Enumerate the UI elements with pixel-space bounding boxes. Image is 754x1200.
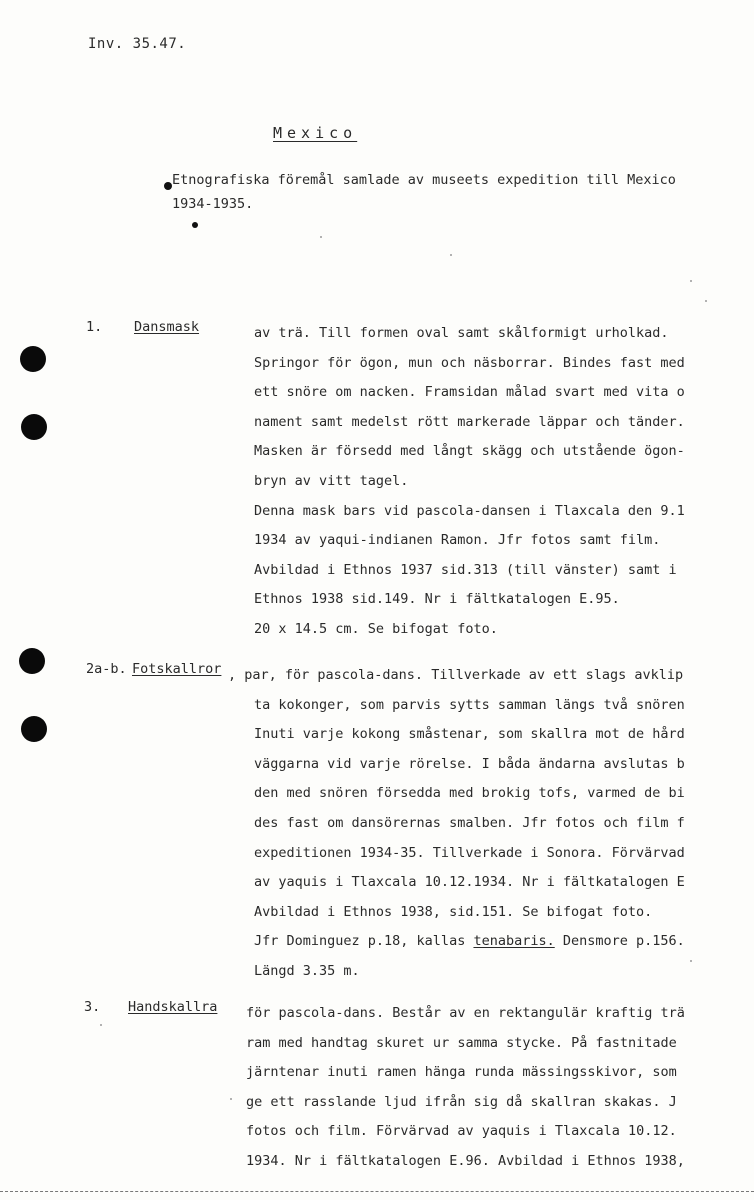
- description-line: ta kokonger, som parvis sytts samman längs två snören: [254, 696, 685, 713]
- description-text: Densmore p.156.: [554, 933, 685, 950]
- description-line: för pascola-dans. Består av en rektangulär kraftig trä: [246, 1005, 685, 1021]
- punch-hole: [20, 346, 46, 372]
- intro-line: Etnografiska föremål samlade av museets expedition till Mexico: [172, 172, 676, 188]
- description-line: expeditionen 1934-35. Tillverkade i Sonora. Förvärvad: [254, 844, 685, 861]
- entry-description: [228, 661, 728, 691]
- description-line: den med snören försedda med brokig tofs, varmed de bi: [254, 785, 685, 802]
- description-line: [254, 927, 719, 957]
- scan-speck: [100, 1024, 102, 1026]
- description-line: ram med handtag skuret ur samma stycke. På fastnitade: [246, 1034, 677, 1051]
- entry-description-continued: [254, 691, 719, 987]
- entry-description: [246, 999, 716, 1177]
- scan-speck: [450, 254, 452, 256]
- description-line: bryn av vitt tagel.: [254, 472, 409, 489]
- scan-speck: [690, 280, 692, 282]
- description-line: Springor för ögon, mun och näsborrar. Bindes fast med: [254, 354, 685, 371]
- scan-speck: [320, 236, 322, 238]
- ink-dot: [164, 182, 172, 190]
- entry-number: 3.: [84, 999, 101, 1015]
- entry-term: Handskallra: [128, 999, 218, 1015]
- description-line: des fast om dansörernas smalben. Jfr fotos och film f: [254, 814, 685, 831]
- intro-line: 1934-1935.: [172, 196, 254, 212]
- punch-hole: [21, 716, 47, 742]
- description-line: ge ett rasslande ljud ifrån sig då skallran skakas. J: [246, 1093, 677, 1110]
- entry-number: 2a-b.: [86, 661, 127, 677]
- scan-speck: [705, 300, 707, 302]
- entry-number: 1.: [86, 319, 103, 335]
- description-line: fotos och film. Förvärvad av yaquis i Tlaxcala 10.12.: [246, 1123, 677, 1140]
- scan-speck: [230, 1098, 232, 1100]
- country-heading: Mexico: [273, 124, 358, 142]
- description-line: 1934 av yaqui-indianen Ramon. Jfr fotos samt film.: [254, 532, 661, 549]
- ink-dot: [192, 222, 198, 228]
- description-line: Masken är försedd med långt skägg och utstående ögon-: [254, 443, 685, 460]
- description-line: 1934. Nr i fältkatalogen E.96. Avbildad i Ethnos 1938,: [246, 1152, 685, 1169]
- inventory-number: Inv. 35.47.: [88, 36, 187, 52]
- description-line: Ethnos 1938 sid.149. Nr i fältkatalogen E.95.: [254, 591, 620, 608]
- punch-hole: [21, 414, 47, 440]
- scan-speck: [690, 960, 692, 962]
- description-line: av yaquis i Tlaxcala 10.12.1934. Nr i fältkatalogen E: [254, 874, 685, 891]
- intro-text: [172, 168, 717, 216]
- description-line: järntenar inuti ramen hänga runda mässingsskivor, som: [246, 1064, 677, 1081]
- description-line: väggarna vid varje rörelse. I båda ändarna avslutas b: [254, 755, 685, 772]
- description-line: ett snöre om nacken. Framsidan målad svart med vita o: [254, 384, 685, 401]
- description-line: , par, för pascola-dans. Tillverkade av ett slags avklip: [228, 667, 684, 683]
- bottom-edge-line: [0, 1191, 754, 1192]
- description-line: Inuti varje kokong småstenar, som skallra mot de hård: [254, 726, 685, 743]
- entry-term: Dansmask: [134, 319, 200, 335]
- description-line: Avbildad i Ethnos 1937 sid.313 (till vänster) samt i: [254, 561, 677, 578]
- description-line: 20 x 14.5 cm. Se bifogat foto.: [254, 620, 498, 637]
- description-line: Denna mask bars vid pascola-dansen i Tlaxcala den 9.1: [254, 502, 685, 519]
- description-line: av trä. Till formen oval samt skålformigt urholkad.: [254, 325, 669, 341]
- entry-description: [254, 319, 719, 645]
- description-line: Avbildad i Ethnos 1938, sid.151. Se bifogat foto.: [254, 903, 653, 920]
- punch-hole: [19, 648, 45, 674]
- description-line: nament samt medelst rött markerade läppar och tänder.: [254, 413, 685, 430]
- description-text: Jfr Dominguez p.18, kallas: [254, 933, 474, 950]
- entry-term: Fotskallror: [132, 661, 222, 677]
- underlined-term: tenabaris.: [473, 933, 555, 950]
- description-line: Längd 3.35 m.: [254, 962, 360, 979]
